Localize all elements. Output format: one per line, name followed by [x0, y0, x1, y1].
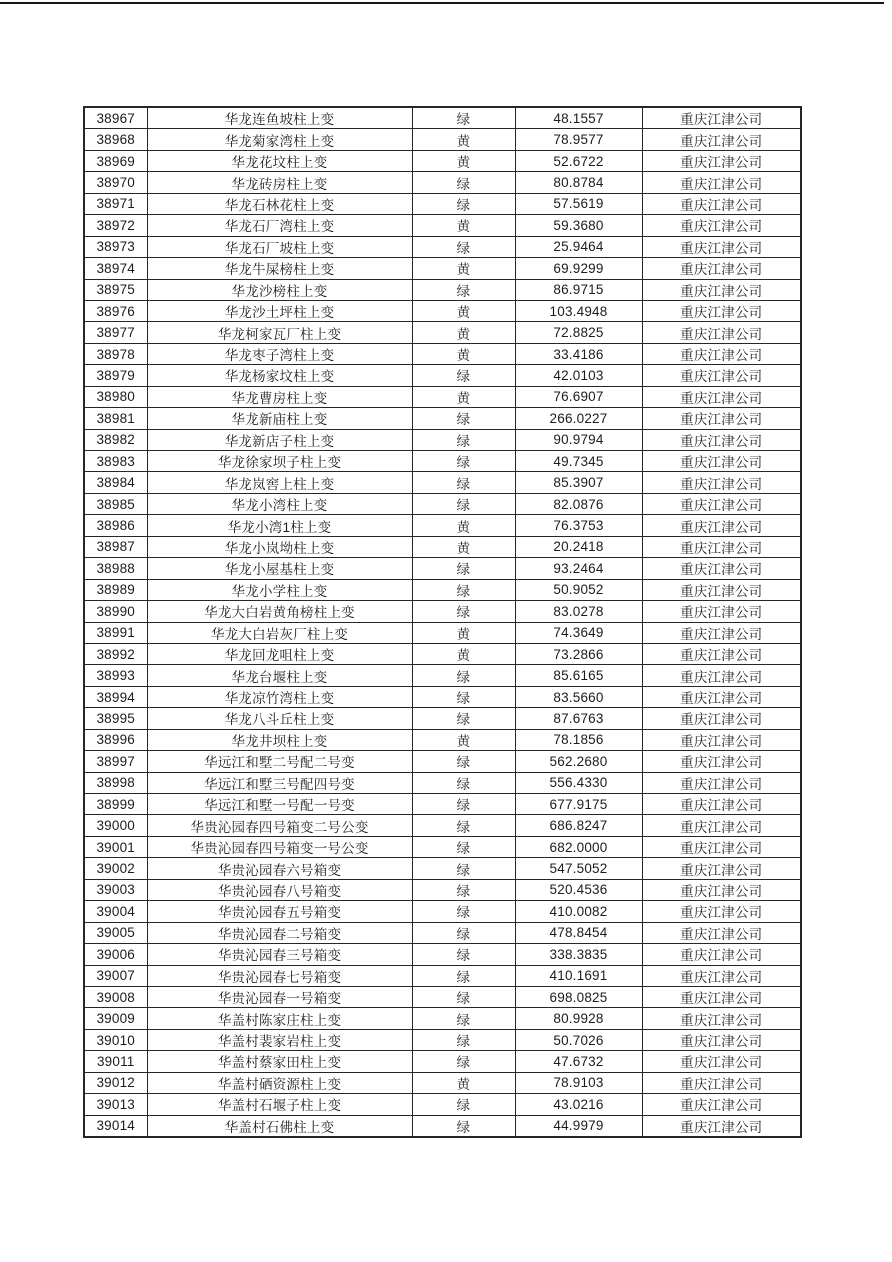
table-row: [84, 729, 801, 750]
cell-name: 华龙沙榜柱上变: [147, 279, 412, 300]
cell-value: 562.2680: [515, 751, 642, 772]
table-row: [84, 193, 801, 214]
cell-name: 华贵沁园春二号箱变: [147, 922, 412, 943]
cell-company: 重庆江津公司: [642, 451, 801, 472]
cell-company: 重庆江津公司: [642, 965, 801, 986]
cell-id: 38996: [84, 729, 147, 750]
table-row: [84, 493, 801, 514]
table-row: [84, 1094, 801, 1115]
table-row: [84, 515, 801, 536]
cell-company: 重庆江津公司: [642, 1094, 801, 1115]
cell-name: 华龙花坟柱上变: [147, 150, 412, 171]
table-row: [84, 879, 801, 900]
cell-company: 重庆江津公司: [642, 515, 801, 536]
table-row: [84, 708, 801, 729]
cell-value: 52.6722: [515, 150, 642, 171]
cell-name: 华龙小屋基柱上变: [147, 558, 412, 579]
cell-id: 39013: [84, 1094, 147, 1115]
cell-id: 38971: [84, 193, 147, 214]
table-row: [84, 686, 801, 707]
table-row: [84, 922, 801, 943]
cell-id: 39010: [84, 1029, 147, 1050]
cell-id: 38983: [84, 451, 147, 472]
cell-company: 重庆江津公司: [642, 429, 801, 450]
cell-value: 86.9715: [515, 279, 642, 300]
cell-id: 38974: [84, 258, 147, 279]
cell-value: 520.4536: [515, 879, 642, 900]
cell-value: 556.4330: [515, 772, 642, 793]
cell-status: 绿: [412, 686, 515, 707]
cell-status: 绿: [412, 236, 515, 257]
cell-status: 绿: [412, 922, 515, 943]
cell-value: 48.1557: [515, 107, 642, 129]
cell-id: 38994: [84, 686, 147, 707]
cell-id: 39003: [84, 879, 147, 900]
table-row: [84, 172, 801, 193]
cell-id: 39007: [84, 965, 147, 986]
cell-value: 90.9794: [515, 429, 642, 450]
cell-status: 黄: [412, 729, 515, 750]
cell-name: 华龙砖房柱上变: [147, 172, 412, 193]
cell-id: 39004: [84, 901, 147, 922]
cell-value: 74.3649: [515, 622, 642, 643]
cell-company: 重庆江津公司: [642, 794, 801, 815]
cell-value: 47.6732: [515, 1051, 642, 1072]
cell-company: 重庆江津公司: [642, 858, 801, 879]
table-row: [84, 536, 801, 557]
table-row: [84, 451, 801, 472]
cell-id: 38987: [84, 536, 147, 557]
cell-company: 重庆江津公司: [642, 558, 801, 579]
cell-value: 78.1856: [515, 729, 642, 750]
cell-company: 重庆江津公司: [642, 729, 801, 750]
cell-id: 38991: [84, 622, 147, 643]
table-row: [84, 643, 801, 664]
cell-value: 698.0825: [515, 986, 642, 1007]
cell-status: 绿: [412, 579, 515, 600]
cell-company: 重庆江津公司: [642, 215, 801, 236]
cell-name: 华盖村石佛柱上变: [147, 1115, 412, 1137]
cell-value: 59.3680: [515, 215, 642, 236]
cell-id: 38985: [84, 493, 147, 514]
cell-value: 85.6165: [515, 665, 642, 686]
cell-status: 绿: [412, 365, 515, 386]
cell-company: 重庆江津公司: [642, 1072, 801, 1093]
cell-value: 76.6907: [515, 386, 642, 407]
cell-id: 39012: [84, 1072, 147, 1093]
cell-status: 绿: [412, 493, 515, 514]
table-row: [84, 129, 801, 150]
cell-status: 绿: [412, 794, 515, 815]
cell-id: 38984: [84, 472, 147, 493]
table-row: [84, 279, 801, 300]
cell-id: 38967: [84, 107, 147, 129]
cell-status: 黄: [412, 515, 515, 536]
cell-status: 黄: [412, 536, 515, 557]
cell-id: 38973: [84, 236, 147, 257]
cell-name: 华盖村蔡家田柱上变: [147, 1051, 412, 1072]
cell-value: 686.8247: [515, 815, 642, 836]
cell-name: 华远江和墅二号配二号变: [147, 751, 412, 772]
cell-name: 华龙石厂坡柱上变: [147, 236, 412, 257]
cell-status: 绿: [412, 751, 515, 772]
cell-id: 38977: [84, 322, 147, 343]
table-row: [84, 579, 801, 600]
cell-id: 38998: [84, 772, 147, 793]
cell-status: 绿: [412, 986, 515, 1007]
cell-status: 绿: [412, 772, 515, 793]
cell-status: 绿: [412, 1051, 515, 1072]
cell-company: 重庆江津公司: [642, 172, 801, 193]
cell-id: 38970: [84, 172, 147, 193]
cell-name: 华龙岚窖上柱上变: [147, 472, 412, 493]
cell-name: 华龙八斗丘柱上变: [147, 708, 412, 729]
cell-company: 重庆江津公司: [642, 129, 801, 150]
cell-status: 绿: [412, 107, 515, 129]
table-row: [84, 836, 801, 857]
cell-value: 83.5660: [515, 686, 642, 707]
cell-status: 黄: [412, 300, 515, 321]
cell-company: 重庆江津公司: [642, 1115, 801, 1137]
cell-status: 绿: [412, 1094, 515, 1115]
table-row: [84, 794, 801, 815]
cell-company: 重庆江津公司: [642, 836, 801, 857]
cell-name: 华龙菊家湾柱上变: [147, 129, 412, 150]
cell-value: 80.8784: [515, 172, 642, 193]
cell-id: 39011: [84, 1051, 147, 1072]
cell-status: 黄: [412, 343, 515, 364]
cell-id: 38999: [84, 794, 147, 815]
cell-value: 85.3907: [515, 472, 642, 493]
cell-value: 82.0876: [515, 493, 642, 514]
cell-company: 重庆江津公司: [642, 300, 801, 321]
cell-status: 绿: [412, 879, 515, 900]
cell-company: 重庆江津公司: [642, 1029, 801, 1050]
cell-name: 华龙新店子柱上变: [147, 429, 412, 450]
cell-id: 38978: [84, 343, 147, 364]
cell-company: 重庆江津公司: [642, 472, 801, 493]
cell-status: 绿: [412, 429, 515, 450]
cell-status: 绿: [412, 472, 515, 493]
cell-value: 547.5052: [515, 858, 642, 879]
table-body: [84, 107, 801, 1137]
cell-name: 华龙小湾柱上变: [147, 493, 412, 514]
cell-value: 78.9577: [515, 129, 642, 150]
cell-name: 华贵沁园春五号箱变: [147, 901, 412, 922]
cell-status: 绿: [412, 558, 515, 579]
table-row: [84, 322, 801, 343]
cell-name: 华龙连鱼坡柱上变: [147, 107, 412, 129]
cell-company: 重庆江津公司: [642, 665, 801, 686]
cell-company: 重庆江津公司: [642, 236, 801, 257]
cell-name: 华龙台堰柱上变: [147, 665, 412, 686]
cell-id: 38988: [84, 558, 147, 579]
cell-status: 绿: [412, 451, 515, 472]
cell-company: 重庆江津公司: [642, 150, 801, 171]
table-row: [84, 258, 801, 279]
cell-id: 39009: [84, 1008, 147, 1029]
cell-id: 38981: [84, 408, 147, 429]
cell-status: 绿: [412, 665, 515, 686]
data-table-container: [83, 106, 800, 1138]
table-row: [84, 386, 801, 407]
table-row: [84, 236, 801, 257]
cell-id: 38968: [84, 129, 147, 150]
cell-value: 43.0216: [515, 1094, 642, 1115]
table-row: [84, 1115, 801, 1137]
cell-value: 76.3753: [515, 515, 642, 536]
page-top-rule: [0, 2, 884, 4]
cell-name: 华龙枣子湾柱上变: [147, 343, 412, 364]
cell-id: 38969: [84, 150, 147, 171]
cell-name: 华龙沙土坪柱上变: [147, 300, 412, 321]
cell-value: 338.3835: [515, 944, 642, 965]
cell-company: 重庆江津公司: [642, 279, 801, 300]
cell-name: 华龙徐家坝子柱上变: [147, 451, 412, 472]
cell-value: 80.9928: [515, 1008, 642, 1029]
cell-name: 华远江和墅三号配四号变: [147, 772, 412, 793]
cell-status: 绿: [412, 172, 515, 193]
cell-status: 绿: [412, 408, 515, 429]
cell-value: 44.9979: [515, 1115, 642, 1137]
cell-company: 重庆江津公司: [642, 343, 801, 364]
cell-company: 重庆江津公司: [642, 986, 801, 1007]
table-row: [84, 772, 801, 793]
cell-name: 华龙杨家坟柱上变: [147, 365, 412, 386]
cell-status: 黄: [412, 622, 515, 643]
cell-status: 黄: [412, 643, 515, 664]
cell-company: 重庆江津公司: [642, 944, 801, 965]
table-row: [84, 1008, 801, 1029]
cell-status: 绿: [412, 836, 515, 857]
cell-company: 重庆江津公司: [642, 815, 801, 836]
cell-name: 华龙小学柱上变: [147, 579, 412, 600]
cell-id: 38992: [84, 643, 147, 664]
table-row: [84, 215, 801, 236]
table-row: [84, 365, 801, 386]
data-table: [83, 106, 802, 1138]
cell-name: 华龙回龙咀柱上变: [147, 643, 412, 664]
table-row: [84, 429, 801, 450]
table-row: [84, 408, 801, 429]
cell-value: 49.7345: [515, 451, 642, 472]
cell-value: 33.4186: [515, 343, 642, 364]
cell-name: 华龙曹房柱上变: [147, 386, 412, 407]
cell-status: 绿: [412, 601, 515, 622]
cell-status: 绿: [412, 858, 515, 879]
cell-name: 华龙新庙柱上变: [147, 408, 412, 429]
cell-id: 38982: [84, 429, 147, 450]
cell-company: 重庆江津公司: [642, 772, 801, 793]
cell-name: 华龙大白岩黄角榜柱上变: [147, 601, 412, 622]
cell-status: 黄: [412, 129, 515, 150]
cell-id: 39014: [84, 1115, 147, 1137]
cell-name: 华龙井坝柱上变: [147, 729, 412, 750]
cell-value: 677.9175: [515, 794, 642, 815]
table-row: [84, 858, 801, 879]
cell-status: 绿: [412, 944, 515, 965]
table-row: [84, 965, 801, 986]
cell-name: 华贵沁园春六号箱变: [147, 858, 412, 879]
cell-company: 重庆江津公司: [642, 751, 801, 772]
cell-value: 87.6763: [515, 708, 642, 729]
cell-status: 黄: [412, 322, 515, 343]
table-row: [84, 150, 801, 171]
cell-id: 38986: [84, 515, 147, 536]
cell-company: 重庆江津公司: [642, 493, 801, 514]
cell-name: 华盖村硒资源柱上变: [147, 1072, 412, 1093]
cell-name: 华贵沁园春一号箱变: [147, 986, 412, 1007]
cell-company: 重庆江津公司: [642, 365, 801, 386]
cell-name: 华远江和墅一号配一号变: [147, 794, 412, 815]
cell-name: 华龙小湾1柱上变: [147, 515, 412, 536]
cell-company: 重庆江津公司: [642, 686, 801, 707]
cell-name: 华贵沁园春三号箱变: [147, 944, 412, 965]
cell-name: 华龙小岚坳柱上变: [147, 536, 412, 557]
cell-status: 绿: [412, 1008, 515, 1029]
table-row: [84, 558, 801, 579]
cell-status: 绿: [412, 1029, 515, 1050]
cell-name: 华贵沁园春七号箱变: [147, 965, 412, 986]
cell-company: 重庆江津公司: [642, 579, 801, 600]
cell-id: 38972: [84, 215, 147, 236]
cell-value: 73.2866: [515, 643, 642, 664]
table-row: [84, 986, 801, 1007]
cell-id: 39002: [84, 858, 147, 879]
table-row: [84, 901, 801, 922]
cell-company: 重庆江津公司: [642, 1051, 801, 1072]
table-row: [84, 107, 801, 129]
cell-id: 39008: [84, 986, 147, 1007]
cell-id: 38995: [84, 708, 147, 729]
table-row: [84, 300, 801, 321]
table-row: [84, 472, 801, 493]
cell-value: 266.0227: [515, 408, 642, 429]
cell-company: 重庆江津公司: [642, 322, 801, 343]
cell-company: 重庆江津公司: [642, 901, 801, 922]
cell-value: 42.0103: [515, 365, 642, 386]
cell-company: 重庆江津公司: [642, 708, 801, 729]
table-row: [84, 1072, 801, 1093]
cell-company: 重庆江津公司: [642, 622, 801, 643]
cell-value: 50.9052: [515, 579, 642, 600]
cell-status: 绿: [412, 279, 515, 300]
cell-id: 38997: [84, 751, 147, 772]
cell-id: 38976: [84, 300, 147, 321]
cell-company: 重庆江津公司: [642, 193, 801, 214]
cell-status: 绿: [412, 193, 515, 214]
cell-status: 绿: [412, 901, 515, 922]
cell-value: 410.0082: [515, 901, 642, 922]
cell-status: 绿: [412, 965, 515, 986]
cell-value: 50.7026: [515, 1029, 642, 1050]
cell-value: 83.0278: [515, 601, 642, 622]
cell-status: 黄: [412, 150, 515, 171]
cell-company: 重庆江津公司: [642, 536, 801, 557]
cell-id: 38989: [84, 579, 147, 600]
table-row: [84, 343, 801, 364]
cell-company: 重庆江津公司: [642, 643, 801, 664]
cell-value: 20.2418: [515, 536, 642, 557]
cell-company: 重庆江津公司: [642, 601, 801, 622]
cell-name: 华贵沁园春四号箱变一号公变: [147, 836, 412, 857]
cell-id: 38990: [84, 601, 147, 622]
cell-value: 682.0000: [515, 836, 642, 857]
cell-name: 华贵沁园春八号箱变: [147, 879, 412, 900]
cell-name: 华盖村裴家岩柱上变: [147, 1029, 412, 1050]
cell-id: 38979: [84, 365, 147, 386]
cell-name: 华龙牛屎榜柱上变: [147, 258, 412, 279]
cell-value: 478.8454: [515, 922, 642, 943]
cell-company: 重庆江津公司: [642, 1008, 801, 1029]
cell-company: 重庆江津公司: [642, 922, 801, 943]
cell-name: 华龙石厂湾柱上变: [147, 215, 412, 236]
cell-status: 绿: [412, 708, 515, 729]
cell-name: 华盖村石堰子柱上变: [147, 1094, 412, 1115]
cell-value: 69.9299: [515, 258, 642, 279]
table-row: [84, 622, 801, 643]
cell-value: 25.9464: [515, 236, 642, 257]
cell-name: 华贵沁园春四号箱变二号公变: [147, 815, 412, 836]
table-row: [84, 1029, 801, 1050]
cell-company: 重庆江津公司: [642, 386, 801, 407]
cell-value: 410.1691: [515, 965, 642, 986]
cell-id: 39005: [84, 922, 147, 943]
cell-name: 华龙大白岩灰厂柱上变: [147, 622, 412, 643]
cell-value: 93.2464: [515, 558, 642, 579]
cell-status: 黄: [412, 1072, 515, 1093]
cell-value: 78.9103: [515, 1072, 642, 1093]
cell-company: 重庆江津公司: [642, 879, 801, 900]
cell-status: 黄: [412, 258, 515, 279]
cell-id: 38993: [84, 665, 147, 686]
cell-name: 华龙柯家瓦厂柱上变: [147, 322, 412, 343]
table-row: [84, 601, 801, 622]
table-row: [84, 751, 801, 772]
cell-name: 华盖村陈家庄柱上变: [147, 1008, 412, 1029]
cell-company: 重庆江津公司: [642, 258, 801, 279]
cell-status: 绿: [412, 1115, 515, 1137]
cell-id: 38975: [84, 279, 147, 300]
cell-status: 黄: [412, 386, 515, 407]
cell-name: 华龙石林花柱上变: [147, 193, 412, 214]
cell-value: 103.4948: [515, 300, 642, 321]
cell-status: 绿: [412, 815, 515, 836]
cell-id: 39006: [84, 944, 147, 965]
table-row: [84, 944, 801, 965]
cell-company: 重庆江津公司: [642, 107, 801, 129]
cell-value: 57.5619: [515, 193, 642, 214]
cell-company: 重庆江津公司: [642, 408, 801, 429]
table-row: [84, 1051, 801, 1072]
cell-status: 黄: [412, 215, 515, 236]
cell-value: 72.8825: [515, 322, 642, 343]
table-row: [84, 815, 801, 836]
cell-id: 39000: [84, 815, 147, 836]
cell-id: 38980: [84, 386, 147, 407]
table-row: [84, 665, 801, 686]
cell-id: 39001: [84, 836, 147, 857]
cell-name: 华龙凉竹湾柱上变: [147, 686, 412, 707]
